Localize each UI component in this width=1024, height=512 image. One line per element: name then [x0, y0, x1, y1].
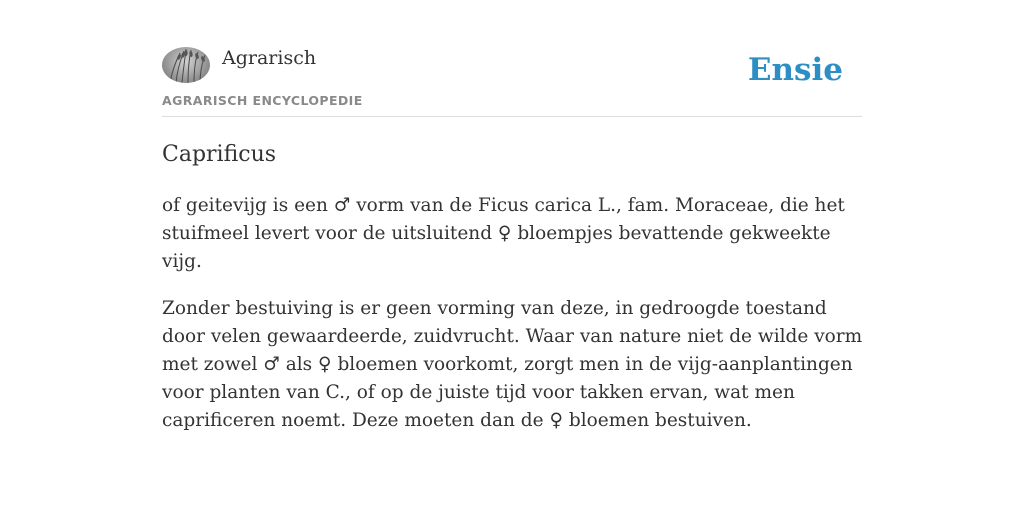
source-subtitle: AGRARISCH ENCYCLOPEDIE	[162, 93, 363, 108]
article-title: Caprificus	[162, 142, 277, 167]
paragraph: of geitevijg is een ♂ vorm van de Ficus carica L., fam. Moraceae, die het stuifmeel levert voor de uitsluitend ♀ bloempjes bevattende gekweekte vijg.	[162, 195, 845, 272]
wheat-icon[interactable]	[162, 47, 210, 83]
paragraph: Zonder bestuiving is er geen vorming van deze, in gedroogde toestand door velen gewaardeerde, zuidvrucht. Waar van nature niet de wilde vorm met zowel ♂ als ♀ bloemen voorkomt, zorgt men in de vijg-aanplantingen voor planten van C., of op de juiste tijd voor takken ervan, wat men caprificeren noemt. Deze moeten dan de ♀ bloemen bestuiven.	[162, 298, 863, 431]
header	[162, 44, 862, 117]
source-name[interactable]: Agrarisch	[222, 47, 317, 69]
brand-logo[interactable]: Ensie	[747, 52, 843, 88]
article-body	[162, 192, 867, 454]
